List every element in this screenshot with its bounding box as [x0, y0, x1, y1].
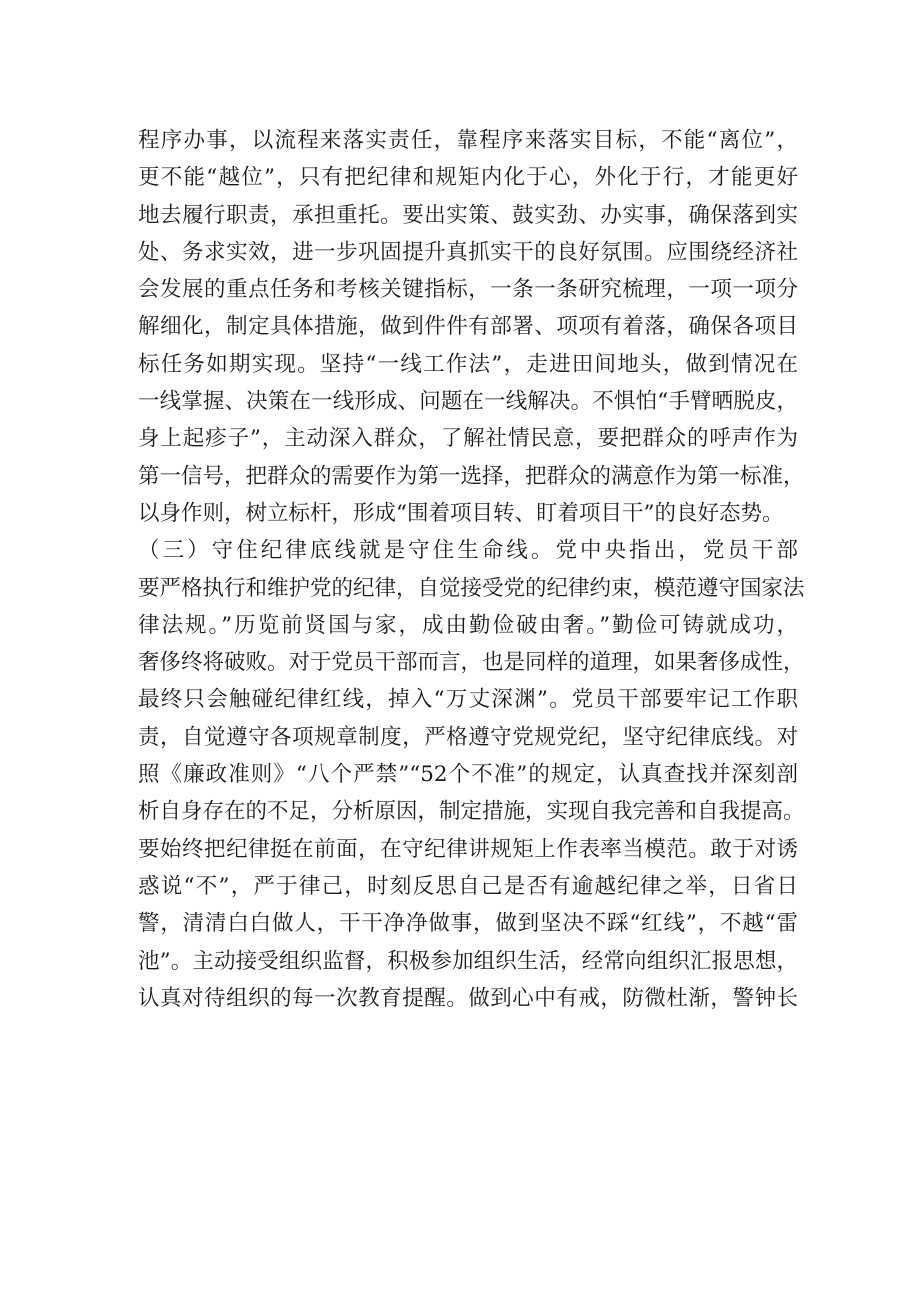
body-text	[138, 122, 805, 1017]
text-line: 地去履行职责，承担重托。要出实策、鼓实劲、办实事，确保落到实	[138, 202, 798, 228]
text-line: 池”。主动接受组织监督，积极参加组织生活，经常向组织汇报思想，	[138, 948, 798, 974]
text-line: 解细化，制定具体措施，做到件件有部署、项项有着落，确保各项目	[138, 314, 798, 340]
text-line: 一线掌握、决策在一线形成、问题在一线解决。不惧怕“手臂晒脱皮，	[138, 389, 798, 415]
text-line: 标任务如期实现。坚持“一线工作法”，走进田间地头，做到情况在	[138, 351, 798, 377]
text-line: 律法规。”历览前贤国与家，成由勤俭破由奢。”勤俭可铸就成功，	[138, 612, 798, 638]
section-heading-line: （三）守住纪律底线就是守住生命线。党中央指出，党员干部	[138, 538, 798, 564]
text-line: 会发展的重点任务和考核关键指标，一条一条研究梳理，一项一项分	[138, 277, 798, 303]
text-line: 处、务求实效，进一步巩固提升真抓实干的良好氛围。应围绕经济社	[138, 239, 798, 265]
text-line: 析自身存在的不足，分析原因，制定措施，实现自我完善和自我提高。	[138, 799, 805, 825]
text-line: 奢侈终将破败。对于党员干部而言，也是同样的道理，如果奢侈成性，	[138, 650, 805, 676]
text-line: 最终只会触碰纪律红线，掉入“万丈深渊”。党员干部要牢记工作职	[138, 687, 798, 713]
text-line: 责，自觉遵守各项规章制度，严格遵守党规党纪，坚守纪律底线。对	[138, 724, 798, 750]
text-line: 照《廉政准则》“八个严禁”“52个不准”的规定，认真查找并深刻剖	[138, 762, 798, 788]
text-line: 惑说“不”，严于律己，时刻反思自己是否有逾越纪律之举，日省日	[138, 873, 798, 899]
text-line: 程序办事，以流程来落实责任，靠程序来落实目标，不能“离位”，	[138, 128, 798, 153]
text-line: 身上起疹子”，主动深入群众，了解社情民意，要把群众的呼声作为	[138, 426, 798, 452]
text-line: 更不能“越位”，只有把纪律和规矩内化于心，外化于行，才能更好	[138, 165, 798, 191]
text-line: 要严格执行和维护党的纪律，自觉接受党的纪律约束，模范遵守国家法	[138, 575, 805, 601]
text-line: 以身作则，树立标杆，形成“围着项目转、盯着项目干”的良好态势。	[138, 500, 784, 526]
text-line: 要始终把纪律挺在前面，在守纪律讲规矩上作表率当模范。敢于对诱	[138, 836, 798, 862]
text-line: 第一信号，把群众的需要作为第一选择，把群众的满意作为第一标准，	[138, 463, 805, 489]
text-line: 警，清清白白做人，干干净净做事，做到坚决不踩“红线”，不越“雷	[138, 911, 798, 937]
text-line: 认真对待组织的每一次教育提醒。做到心中有戒，防微杜渐，警钟长	[138, 985, 798, 1011]
